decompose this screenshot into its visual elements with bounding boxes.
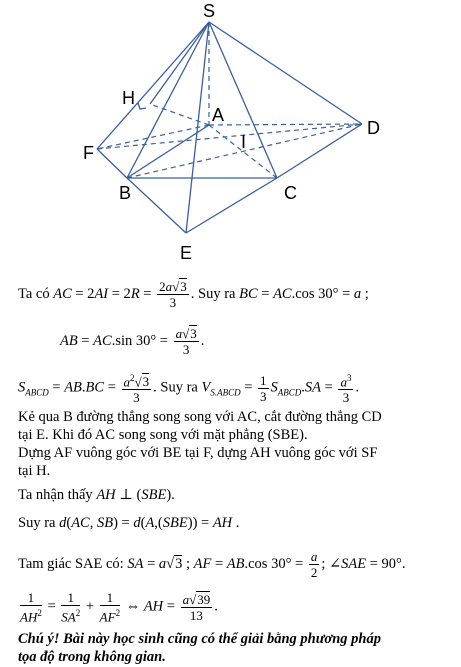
label-A: A [212, 105, 225, 125]
label-H: H [122, 88, 135, 108]
line-ac: Ta có AC = 2AI = 2R = $\frac{2a√3}{3}$ . Suy ra BC = AC.cos 30° = a ; [18, 279, 369, 310]
paragraph-4: tại H. [18, 463, 51, 479]
label-S: S [203, 1, 216, 21]
paragraph-1: Kẻ qua B đường thẳng song song với AC, cắt đường thẳng CD [18, 409, 382, 425]
paragraph-2: tại E. Khi đó AC song song với mặt phẳng (SBE). [18, 427, 308, 443]
paragraph-5: Ta nhận thấy AH ⊥ (SBE). [18, 487, 175, 503]
note-line-2: tọa độ trong không gian. [18, 649, 166, 665]
formula-ah: $\frac{1}{AH^2}$ = $\frac{1}{SA^2}$ + $\frac{1}{AF^2}$ ⇔ AH = $\frac{a√39}{13}$ . [20, 590, 218, 625]
note-line-1: Chú ý! Bài này học sinh cũng có thể giải bằng phương pháp [18, 631, 381, 647]
label-I: I [241, 132, 247, 152]
label-D: D [367, 118, 380, 138]
paragraph-7: Tam giác SAE có: SA = a√3 ; AF = AB.cos 30° = $\frac{a}{2}$ ; ∠SAE = 90°. [18, 549, 406, 580]
label-F: F [83, 143, 94, 163]
paragraph-6: Suy ra d(AC, SB) = d(A,(SBE)) = AH . [18, 515, 240, 531]
paragraph-3: Dựng AF vuông góc với BE tại F, dựng AH vuông góc với SF [18, 445, 378, 461]
label-B: B [119, 183, 132, 203]
line-volume: $S_{ABCD} = AB.BC$ = $\frac{a^2√3}{3}$ . Suy ra $V_{S.ABCD}$ = $\frac{1}{3}$ $S_{ABCD}.SA$ = $\frac{a^3}{3}$ . [18, 372, 360, 406]
label-C: C [284, 183, 297, 203]
pyramid-figure [0, 0, 461, 270]
label-E: E [180, 243, 193, 263]
line-ab: AB = AC.sin 30° = $\frac{a√3}{3}$ . [60, 326, 205, 357]
